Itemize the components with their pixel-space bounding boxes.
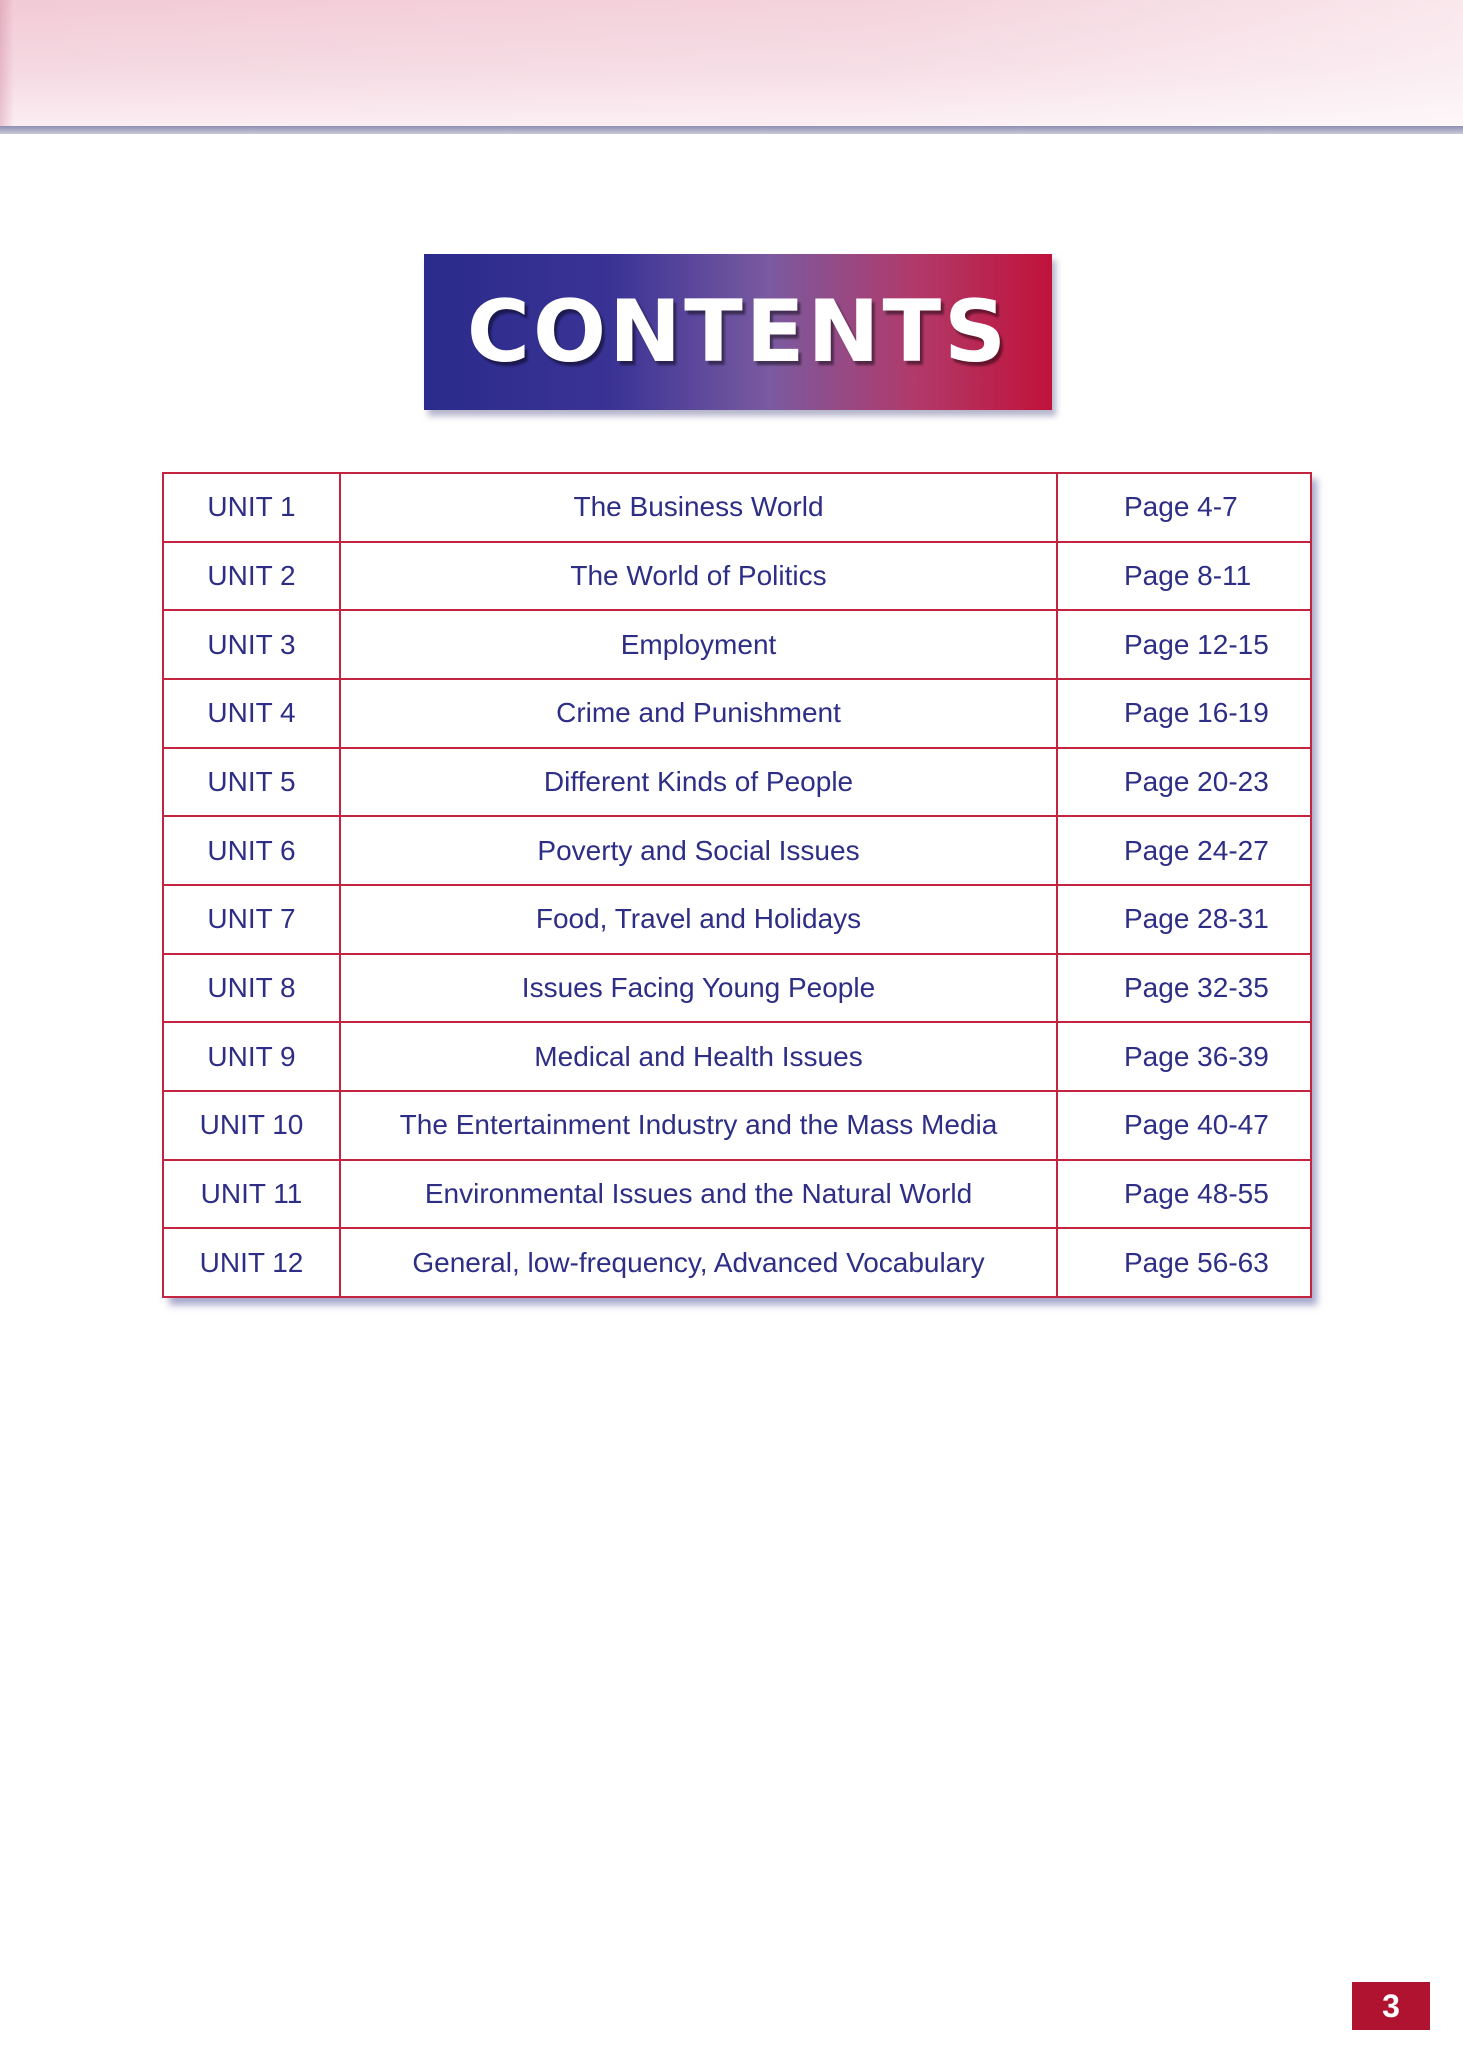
unit-title: The World of Politics — [340, 542, 1057, 611]
unit-label: UNIT 10 — [163, 1091, 340, 1160]
table-row — [163, 679, 1311, 748]
unit-label: UNIT 11 — [163, 1160, 340, 1229]
unit-title: Issues Facing Young People — [340, 954, 1057, 1023]
unit-label: UNIT 9 — [163, 1022, 340, 1091]
table-row — [163, 748, 1311, 817]
unit-page-range: Page 24-27 — [1057, 816, 1311, 885]
page-title: CONTENTS — [466, 282, 1010, 382]
unit-label: UNIT 5 — [163, 748, 340, 817]
top-band-highlight — [0, 0, 1463, 128]
unit-page-range: Page 4-7 — [1057, 473, 1311, 542]
unit-title: Different Kinds of People — [340, 748, 1057, 817]
unit-title: Employment — [340, 610, 1057, 679]
unit-label: UNIT 12 — [163, 1228, 340, 1297]
unit-label: UNIT 4 — [163, 679, 340, 748]
table-row — [163, 1091, 1311, 1160]
unit-title: The Entertainment Industry and the Mass Media — [340, 1091, 1057, 1160]
top-divider-rule — [0, 126, 1463, 134]
unit-page-range: Page 40-47 — [1057, 1091, 1311, 1160]
contents-title-banner — [424, 254, 1052, 410]
unit-page-range: Page 48-55 — [1057, 1160, 1311, 1229]
table-row — [163, 885, 1311, 954]
unit-title: Poverty and Social Issues — [340, 816, 1057, 885]
page-number-badge — [1352, 1982, 1430, 2030]
table-row — [163, 954, 1311, 1023]
unit-label: UNIT 3 — [163, 610, 340, 679]
unit-title: The Business World — [340, 473, 1057, 542]
table-row — [163, 816, 1311, 885]
unit-label: UNIT 6 — [163, 816, 340, 885]
unit-label: UNIT 8 — [163, 954, 340, 1023]
unit-page-range: Page 32-35 — [1057, 954, 1311, 1023]
unit-title: Environmental Issues and the Natural World — [340, 1160, 1057, 1229]
unit-label: UNIT 2 — [163, 542, 340, 611]
unit-title: General, low-frequency, Advanced Vocabulary — [340, 1228, 1057, 1297]
contents-table — [162, 472, 1312, 1298]
left-edge-shade — [0, 0, 14, 134]
table-row — [163, 1160, 1311, 1229]
table-row — [163, 473, 1311, 542]
table-row — [163, 610, 1311, 679]
unit-title: Medical and Health Issues — [340, 1022, 1057, 1091]
unit-page-range: Page 12-15 — [1057, 610, 1311, 679]
unit-title: Crime and Punishment — [340, 679, 1057, 748]
unit-page-range: Page 20-23 — [1057, 748, 1311, 817]
table-row — [163, 542, 1311, 611]
unit-label: UNIT 1 — [163, 473, 340, 542]
unit-page-range: Page 8-11 — [1057, 542, 1311, 611]
unit-page-range: Page 28-31 — [1057, 885, 1311, 954]
table-row — [163, 1022, 1311, 1091]
unit-page-range: Page 36-39 — [1057, 1022, 1311, 1091]
unit-page-range: Page 16-19 — [1057, 679, 1311, 748]
page-number: 3 — [1382, 1987, 1400, 2024]
unit-label: UNIT 7 — [163, 885, 340, 954]
unit-page-range: Page 56-63 — [1057, 1228, 1311, 1297]
unit-title: Food, Travel and Holidays — [340, 885, 1057, 954]
table-row — [163, 1228, 1311, 1297]
contents-table-container — [162, 472, 1310, 1298]
